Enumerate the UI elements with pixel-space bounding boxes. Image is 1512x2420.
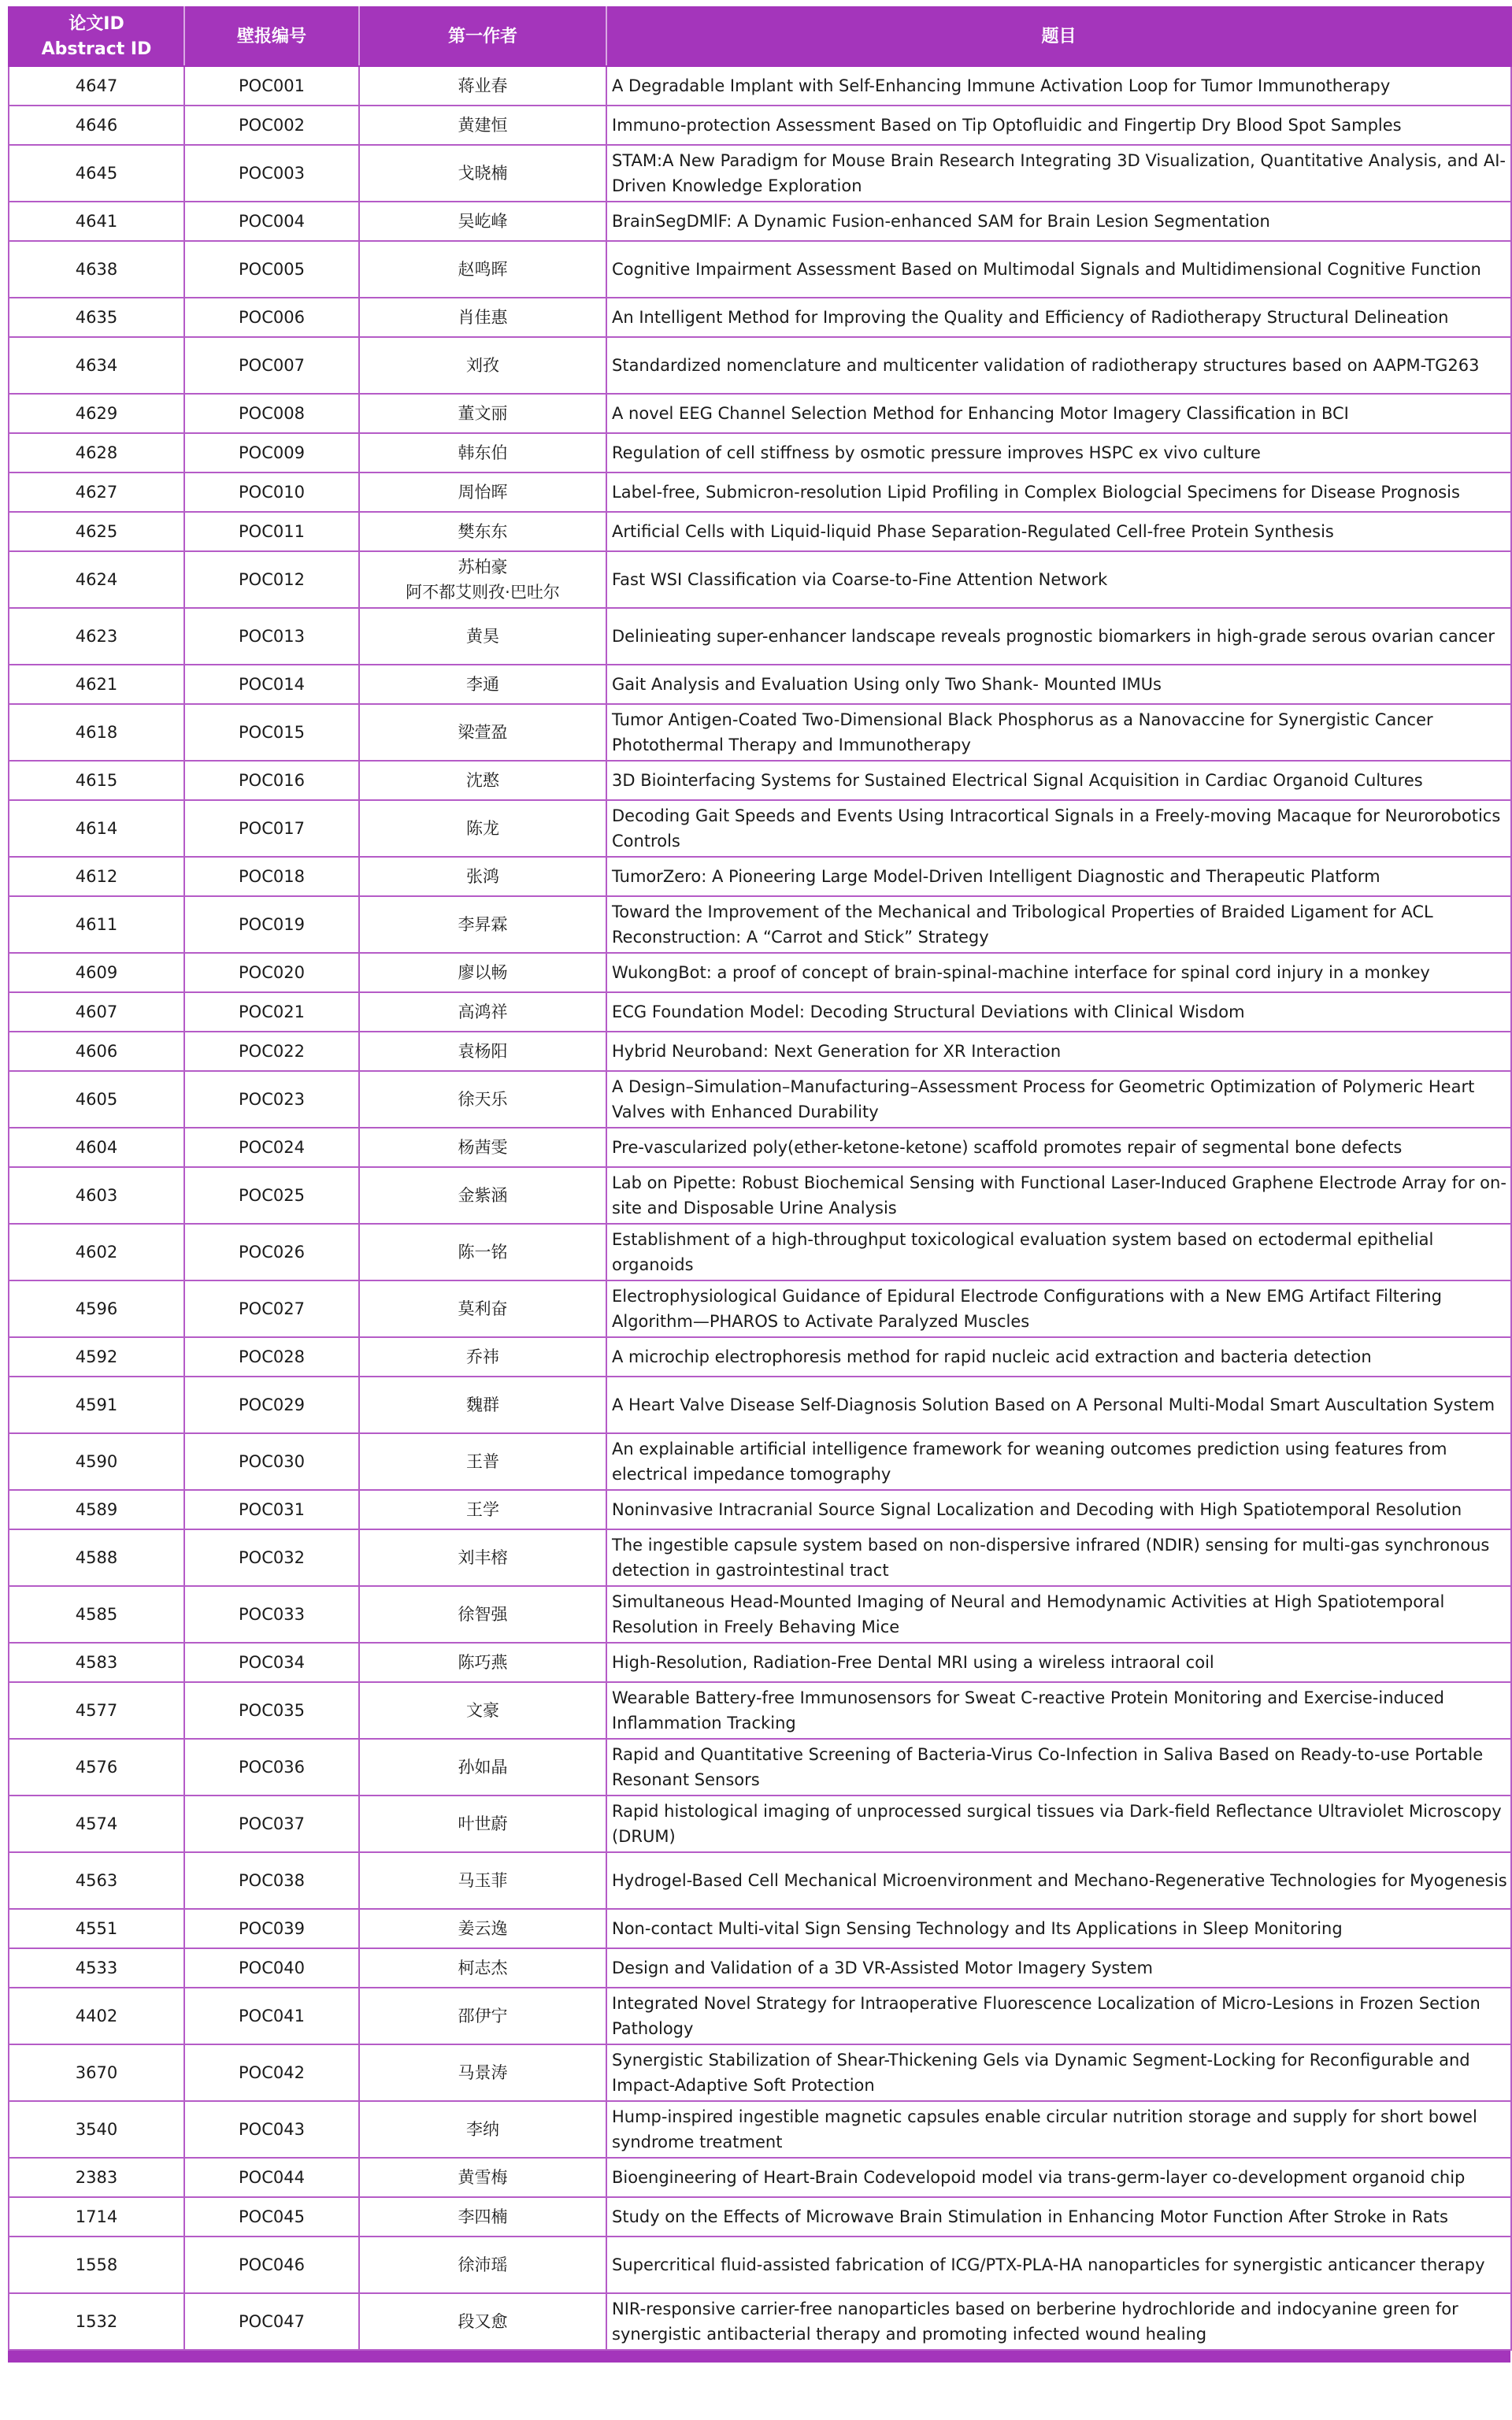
- poster-no-cell: POC015: [184, 704, 359, 761]
- table-body: [9, 66, 1511, 2350]
- title-cell: Study on the Effects of Microwave Brain Stimulation in Enhancing Motor Function After Stroke in Rats: [606, 2197, 1511, 2237]
- poster-no-cell: POC020: [184, 953, 359, 992]
- poster-no-cell: POC005: [184, 241, 359, 298]
- title-cell: 3D Biointerfacing Systems for Sustained Electrical Signal Acquisition in Cardiac Organoid Cultures: [606, 761, 1511, 800]
- abstract-id-cell: 4635: [9, 298, 184, 337]
- title-cell: Simultaneous Head-Mounted Imaging of Neural and Hemodynamic Activities at High Spatiotemporal Resolution in Freely Behaving Mice: [606, 1586, 1511, 1643]
- poster-no-cell: POC047: [184, 2293, 359, 2350]
- title-cell: Immuno-protection Assessment Based on Tip Optofluidic and Fingertip Dry Blood Spot Samples: [606, 106, 1511, 145]
- abstract-id-cell: 4574: [9, 1796, 184, 1852]
- first-author-cell: 戈晓楠: [359, 145, 606, 202]
- table-row: [9, 1071, 1511, 1128]
- first-author-cell: 黄建恒: [359, 106, 606, 145]
- table-row: [9, 1948, 1511, 1988]
- title-cell: Toward the Improvement of the Mechanical and Tribological Properties of Braided Ligament for ACL Reconstruction: A “Carrot and Stick” Strategy: [606, 896, 1511, 953]
- poster-no-cell: POC028: [184, 1337, 359, 1377]
- header-poster-no: 壁报编号: [184, 7, 359, 66]
- abstract-id-cell: 4596: [9, 1280, 184, 1337]
- table-row: [9, 2044, 1511, 2101]
- first-author-cell: 蒋业春: [359, 66, 606, 106]
- abstract-id-cell: 4646: [9, 106, 184, 145]
- poster-no-cell: POC027: [184, 1280, 359, 1337]
- table-row: [9, 761, 1511, 800]
- first-author-cell: 王普: [359, 1433, 606, 1490]
- poster-no-cell: POC039: [184, 1909, 359, 1948]
- first-author-cell: 马景涛: [359, 2044, 606, 2101]
- abstract-id-cell: 4634: [9, 337, 184, 394]
- abstract-id-cell: 4603: [9, 1167, 184, 1224]
- first-author-cell: 李昇霖: [359, 896, 606, 953]
- title-cell: A microchip electrophoresis method for rapid nucleic acid extraction and bacteria detection: [606, 1337, 1511, 1377]
- poster-no-cell: POC044: [184, 2158, 359, 2197]
- poster-no-cell: POC042: [184, 2044, 359, 2101]
- poster-no-cell: POC046: [184, 2237, 359, 2293]
- first-author-cell: 苏柏豪 阿不都艾则孜·巴吐尔: [359, 551, 606, 608]
- table-row: [9, 2158, 1511, 2197]
- title-cell: Decoding Gait Speeds and Events Using Intracortical Signals in a Freely-moving Macaque for Neurorobotics Controls: [606, 800, 1511, 857]
- poster-no-cell: POC040: [184, 1948, 359, 1988]
- poster-no-cell: POC033: [184, 1586, 359, 1643]
- table-row: [9, 665, 1511, 704]
- abstract-id-cell: 1714: [9, 2197, 184, 2237]
- abstract-id-cell: 1532: [9, 2293, 184, 2350]
- title-cell: A Design–Simulation–Manufacturing–Assessment Process for Geometric Optimization of Polymeric Heart Valves with Enhanced Durability: [606, 1071, 1511, 1128]
- abstract-id-cell: 4606: [9, 1032, 184, 1071]
- table-row: [9, 953, 1511, 992]
- title-cell: ECG Foundation Model: Decoding Structural Deviations with Clinical Wisdom: [606, 992, 1511, 1032]
- poster-no-cell: POC011: [184, 512, 359, 551]
- table-row: [9, 1643, 1511, 1682]
- poster-no-cell: POC025: [184, 1167, 359, 1224]
- table-header: [9, 7, 1511, 66]
- first-author-cell: 韩东伯: [359, 433, 606, 473]
- title-cell: Hump-inspired ingestible magnetic capsules enable circular nutrition storage and supply for short bowel syndrome treatment: [606, 2101, 1511, 2158]
- first-author-cell: 乔祎: [359, 1337, 606, 1377]
- abstract-id-cell: 4621: [9, 665, 184, 704]
- poster-no-cell: POC014: [184, 665, 359, 704]
- first-author-cell: 刘孜: [359, 337, 606, 394]
- abstract-id-cell: 4615: [9, 761, 184, 800]
- title-cell: A novel EEG Channel Selection Method for Enhancing Motor Imagery Classification in BCI: [606, 394, 1511, 433]
- first-author-cell: 孙如晶: [359, 1739, 606, 1796]
- poster-no-cell: POC032: [184, 1529, 359, 1586]
- table-row: [9, 1032, 1511, 1071]
- table-row: [9, 473, 1511, 512]
- title-cell: Pre-vascularized poly(ether-ketone-ketone) scaffold promotes repair of segmental bone defects: [606, 1128, 1511, 1167]
- first-author-cell: 赵鸣晖: [359, 241, 606, 298]
- title-cell: Integrated Novel Strategy for Intraoperative Fluorescence Localization of Micro-Lesions in Frozen Section Pathology: [606, 1988, 1511, 2044]
- poster-no-cell: POC030: [184, 1433, 359, 1490]
- poster-no-cell: POC026: [184, 1224, 359, 1280]
- abstract-id-cell: 4551: [9, 1909, 184, 1948]
- poster-no-cell: POC041: [184, 1988, 359, 2044]
- table-row: [9, 704, 1511, 761]
- abstract-id-cell: 4609: [9, 953, 184, 992]
- abstract-id-cell: 4625: [9, 512, 184, 551]
- poster-no-cell: POC007: [184, 337, 359, 394]
- title-cell: Electrophysiological Guidance of Epidural Electrode Configurations with a New EMG Artifact Filtering Algorithm—PHAROS to Activate Paralyzed Muscles: [606, 1280, 1511, 1337]
- first-author-cell: 文豪: [359, 1682, 606, 1739]
- poster-no-cell: POC043: [184, 2101, 359, 2158]
- poster-no-cell: POC003: [184, 145, 359, 202]
- first-author-cell: 高鸿祥: [359, 992, 606, 1032]
- table-row: [9, 2197, 1511, 2237]
- table-row: [9, 337, 1511, 394]
- abstract-id-cell: 4647: [9, 66, 184, 106]
- poster-no-cell: POC009: [184, 433, 359, 473]
- first-author-cell: 樊东东: [359, 512, 606, 551]
- poster-no-cell: POC012: [184, 551, 359, 608]
- poster-no-cell: POC024: [184, 1128, 359, 1167]
- poster-no-cell: POC018: [184, 857, 359, 896]
- title-cell: A Heart Valve Disease Self-Diagnosis Solution Based on A Personal Multi-Modal Smart Auscultation System: [606, 1377, 1511, 1433]
- table-row: [9, 202, 1511, 241]
- first-author-cell: 徐沛瑶: [359, 2237, 606, 2293]
- poster-no-cell: POC008: [184, 394, 359, 433]
- table-row: [9, 857, 1511, 896]
- abstract-id-cell: 3670: [9, 2044, 184, 2101]
- poster-no-cell: POC022: [184, 1032, 359, 1071]
- abstract-id-cell: 4645: [9, 145, 184, 202]
- title-cell: Wearable Battery-free Immunosensors for Sweat C-reactive Protein Monitoring and Exercise-induced Inflammation Tracking: [606, 1682, 1511, 1739]
- abstract-id-cell: 3540: [9, 2101, 184, 2158]
- table-row: [9, 1988, 1511, 2044]
- title-cell: Rapid histological imaging of unprocessed surgical tissues via Dark-field Reflectance Ultraviolet Microscopy (DRUM): [606, 1796, 1511, 1852]
- title-cell: An explainable artificial intelligence framework for weaning outcomes prediction using features from electrical impedance tomography: [606, 1433, 1511, 1490]
- abstract-id-cell: 4576: [9, 1739, 184, 1796]
- abstract-id-cell: 4641: [9, 202, 184, 241]
- abstract-id-cell: 2383: [9, 2158, 184, 2197]
- first-author-cell: 陈巧燕: [359, 1643, 606, 1682]
- table-row: [9, 433, 1511, 473]
- first-author-cell: 董文丽: [359, 394, 606, 433]
- abstract-id-cell: 4612: [9, 857, 184, 896]
- poster-no-cell: POC031: [184, 1490, 359, 1529]
- title-cell: Fast WSI Classification via Coarse-to-Fine Attention Network: [606, 551, 1511, 608]
- table-row: [9, 992, 1511, 1032]
- header-first-author: 第一作者: [359, 7, 606, 66]
- first-author-cell: 李纳: [359, 2101, 606, 2158]
- title-cell: Bioengineering of Heart-Brain Codevelopoid model via trans-germ-layer co-development organoid chip: [606, 2158, 1511, 2197]
- poster-no-cell: POC036: [184, 1739, 359, 1796]
- abstract-id-cell: 4607: [9, 992, 184, 1032]
- table-row: [9, 1586, 1511, 1643]
- first-author-cell: 叶世蔚: [359, 1796, 606, 1852]
- table-row: [9, 1739, 1511, 1796]
- abstract-id-cell: 4604: [9, 1128, 184, 1167]
- poster-no-cell: POC035: [184, 1682, 359, 1739]
- abstract-id-cell: 4611: [9, 896, 184, 953]
- table-row: [9, 512, 1511, 551]
- table-row: [9, 1852, 1511, 1909]
- title-cell: WukongBot: a proof of concept of brain-spinal-machine interface for spinal cord injury in a monkey: [606, 953, 1511, 992]
- table-row: [9, 2101, 1511, 2158]
- poster-table-sheet: [8, 6, 1510, 2351]
- title-cell: Label-free, Submicron-resolution Lipid Profiling in Complex Biologcial Specimens for Disease Prognosis: [606, 473, 1511, 512]
- first-author-cell: 陈一铭: [359, 1224, 606, 1280]
- abstract-id-cell: 4563: [9, 1852, 184, 1909]
- title-cell: BrainSegDMlF: A Dynamic Fusion-enhanced SAM for Brain Lesion Segmentation: [606, 202, 1511, 241]
- poster-no-cell: POC001: [184, 66, 359, 106]
- poster-no-cell: POC034: [184, 1643, 359, 1682]
- poster-no-cell: POC019: [184, 896, 359, 953]
- abstract-id-cell: 1558: [9, 2237, 184, 2293]
- first-author-cell: 肖佳惠: [359, 298, 606, 337]
- poster-no-cell: POC004: [184, 202, 359, 241]
- header-title: 题目: [606, 7, 1511, 66]
- table-row: [9, 1490, 1511, 1529]
- table-row: [9, 1128, 1511, 1167]
- poster-no-cell: POC021: [184, 992, 359, 1032]
- table-row: [9, 1433, 1511, 1490]
- title-cell: Delinieating super-enhancer landscape reveals prognostic biomarkers in high-grade serous ovarian cancer: [606, 608, 1511, 665]
- abstract-id-cell: 4588: [9, 1529, 184, 1586]
- table-row: [9, 1224, 1511, 1280]
- bottom-accent-bar: [8, 2351, 1510, 2363]
- title-cell: Rapid and Quantitative Screening of Bacteria-Virus Co-Infection in Saliva Based on Ready-to-use Portable Resonant Sensors: [606, 1739, 1511, 1796]
- title-cell: Gait Analysis and Evaluation Using only Two Shank- Mounted IMUs: [606, 665, 1511, 704]
- first-author-cell: 柯志杰: [359, 1948, 606, 1988]
- first-author-cell: 姜云逸: [359, 1909, 606, 1948]
- poster-no-cell: POC023: [184, 1071, 359, 1128]
- poster-no-cell: POC037: [184, 1796, 359, 1852]
- title-cell: Design and Validation of a 3D VR-Assisted Motor Imagery System: [606, 1948, 1511, 1988]
- abstract-id-cell: 4590: [9, 1433, 184, 1490]
- first-author-cell: 廖以畅: [359, 953, 606, 992]
- abstract-id-cell: 4614: [9, 800, 184, 857]
- first-author-cell: 段又愈: [359, 2293, 606, 2350]
- abstract-id-cell: 4627: [9, 473, 184, 512]
- first-author-cell: 周怡晖: [359, 473, 606, 512]
- table-row: [9, 608, 1511, 665]
- title-cell: Standardized nomenclature and multicenter validation of radiotherapy structures based on AAPM-TG263: [606, 337, 1511, 394]
- abstract-id-cell: 4628: [9, 433, 184, 473]
- abstract-id-cell: 4585: [9, 1586, 184, 1643]
- first-author-cell: 黄昊: [359, 608, 606, 665]
- title-cell: Non-contact Multi-vital Sign Sensing Technology and Its Applications in Sleep Monitoring: [606, 1909, 1511, 1948]
- first-author-cell: 莫利奋: [359, 1280, 606, 1337]
- title-cell: A Degradable Implant with Self-Enhancing Immune Activation Loop for Tumor Immunotherapy: [606, 66, 1511, 106]
- first-author-cell: 张鸿: [359, 857, 606, 896]
- title-cell: Noninvasive Intracranial Source Signal Localization and Decoding with High Spatiotemporal Resolution: [606, 1490, 1511, 1529]
- abstract-id-cell: 4533: [9, 1948, 184, 1988]
- poster-no-cell: POC016: [184, 761, 359, 800]
- header-abstract-id-en: Abstract ID: [41, 39, 152, 59]
- table-row: [9, 1529, 1511, 1586]
- title-cell: Supercritical fluid-assisted fabrication of ICG/PTX-PLA-HA nanoparticles for synergistic anticancer therapy: [606, 2237, 1511, 2293]
- abstract-id-cell: 4624: [9, 551, 184, 608]
- table-row: [9, 2293, 1511, 2350]
- table-row: [9, 66, 1511, 106]
- abstract-id-cell: 4583: [9, 1643, 184, 1682]
- table-row: [9, 145, 1511, 202]
- table-row: [9, 106, 1511, 145]
- abstract-id-cell: 4591: [9, 1377, 184, 1433]
- poster-no-cell: POC017: [184, 800, 359, 857]
- table-row: [9, 1337, 1511, 1377]
- title-cell: Cognitive Impairment Assessment Based on Multimodal Signals and Multidimensional Cognitive Function: [606, 241, 1511, 298]
- table-row: [9, 1909, 1511, 1948]
- first-author-cell: 李四楠: [359, 2197, 606, 2237]
- table-row: [9, 1377, 1511, 1433]
- title-cell: Artificial Cells with Liquid-liquid Phase Separation-Regulated Cell-free Protein Synthesis: [606, 512, 1511, 551]
- first-author-cell: 马玉菲: [359, 1852, 606, 1909]
- first-author-cell: 魏群: [359, 1377, 606, 1433]
- title-cell: NIR-responsive carrier-free nanoparticles based on berberine hydrochloride and indocyanine green for synergistic antibacterial therapy and promoting infected wound healing: [606, 2293, 1511, 2350]
- header-abstract-id: [9, 7, 184, 66]
- table-row: [9, 394, 1511, 433]
- header-abstract-id-cn: 论文ID: [69, 13, 124, 34]
- abstract-id-cell: 4577: [9, 1682, 184, 1739]
- title-cell: TumorZero: A Pioneering Large Model-Driven Intelligent Diagnostic and Therapeutic Platform: [606, 857, 1511, 896]
- abstract-id-cell: 4605: [9, 1071, 184, 1128]
- first-author-cell: 沈憨: [359, 761, 606, 800]
- title-cell: Tumor Antigen-Coated Two-Dimensional Black Phosphorus as a Nanovaccine for Synergistic Cancer Photothermal Therapy and Immunotherapy: [606, 704, 1511, 761]
- abstract-id-cell: 4592: [9, 1337, 184, 1377]
- table-row: [9, 1280, 1511, 1337]
- first-author-cell: 王学: [359, 1490, 606, 1529]
- title-cell: STAM:A New Paradigm for Mouse Brain Research Integrating 3D Visualization, Quantitative Analysis, and AI-Driven Knowledge Exploration: [606, 145, 1511, 202]
- title-cell: Lab on Pipette: Robust Biochemical Sensing with Functional Laser-Induced Graphene Electrode Array for on-site and Disposable Urine Analysis: [606, 1167, 1511, 1224]
- poster-no-cell: POC029: [184, 1377, 359, 1433]
- title-cell: Synergistic Stabilization of Shear-Thickening Gels via Dynamic Segment-Locking for Reconfigurable and Impact-Adaptive Soft Protection: [606, 2044, 1511, 2101]
- table-row: [9, 1682, 1511, 1739]
- first-author-cell: 陈龙: [359, 800, 606, 857]
- poster-no-cell: POC006: [184, 298, 359, 337]
- title-cell: An Intelligent Method for Improving the Quality and Efficiency of Radiotherapy Structural Delineation: [606, 298, 1511, 337]
- abstract-id-cell: 4618: [9, 704, 184, 761]
- poster-no-cell: POC038: [184, 1852, 359, 1909]
- table-row: [9, 1796, 1511, 1852]
- table-row: [9, 551, 1511, 608]
- first-author-cell: 吴屹峰: [359, 202, 606, 241]
- first-author-cell: 刘丰榕: [359, 1529, 606, 1586]
- title-cell: Establishment of a high-throughput toxicological evaluation system based on ectodermal epithelial organoids: [606, 1224, 1511, 1280]
- table-row: [9, 241, 1511, 298]
- poster-table: [8, 6, 1512, 2351]
- table-row: [9, 800, 1511, 857]
- table-row: [9, 1167, 1511, 1224]
- title-cell: High-Resolution, Radiation-Free Dental MRI using a wireless intraoral coil: [606, 1643, 1511, 1682]
- table-row: [9, 896, 1511, 953]
- first-author-cell: 徐智强: [359, 1586, 606, 1643]
- abstract-id-cell: 4589: [9, 1490, 184, 1529]
- poster-no-cell: POC045: [184, 2197, 359, 2237]
- first-author-cell: 邵伊宁: [359, 1988, 606, 2044]
- abstract-id-cell: 4629: [9, 394, 184, 433]
- abstract-id-cell: 4602: [9, 1224, 184, 1280]
- poster-no-cell: POC010: [184, 473, 359, 512]
- table-row: [9, 2237, 1511, 2293]
- table-row: [9, 298, 1511, 337]
- poster-no-cell: POC002: [184, 106, 359, 145]
- first-author-cell: 杨茜雯: [359, 1128, 606, 1167]
- first-author-cell: 黄雪梅: [359, 2158, 606, 2197]
- first-author-cell: 徐天乐: [359, 1071, 606, 1128]
- first-author-cell: 袁杨阳: [359, 1032, 606, 1071]
- abstract-id-cell: 4638: [9, 241, 184, 298]
- title-cell: Hybrid Neuroband: Next Generation for XR Interaction: [606, 1032, 1511, 1071]
- title-cell: Hydrogel-Based Cell Mechanical Microenvironment and Mechano-Regenerative Technologies for Myogenesis: [606, 1852, 1511, 1909]
- title-cell: Regulation of cell stiffness by osmotic pressure improves HSPC ex vivo culture: [606, 433, 1511, 473]
- abstract-id-cell: 4402: [9, 1988, 184, 2044]
- abstract-id-cell: 4623: [9, 608, 184, 665]
- title-cell: The ingestible capsule system based on non-dispersive infrared (NDIR) sensing for multi-gas synchronous detection in gastrointestinal tract: [606, 1529, 1511, 1586]
- first-author-cell: 李通: [359, 665, 606, 704]
- first-author-cell: 金紫涵: [359, 1167, 606, 1224]
- poster-no-cell: POC013: [184, 608, 359, 665]
- first-author-cell: 梁萱盈: [359, 704, 606, 761]
